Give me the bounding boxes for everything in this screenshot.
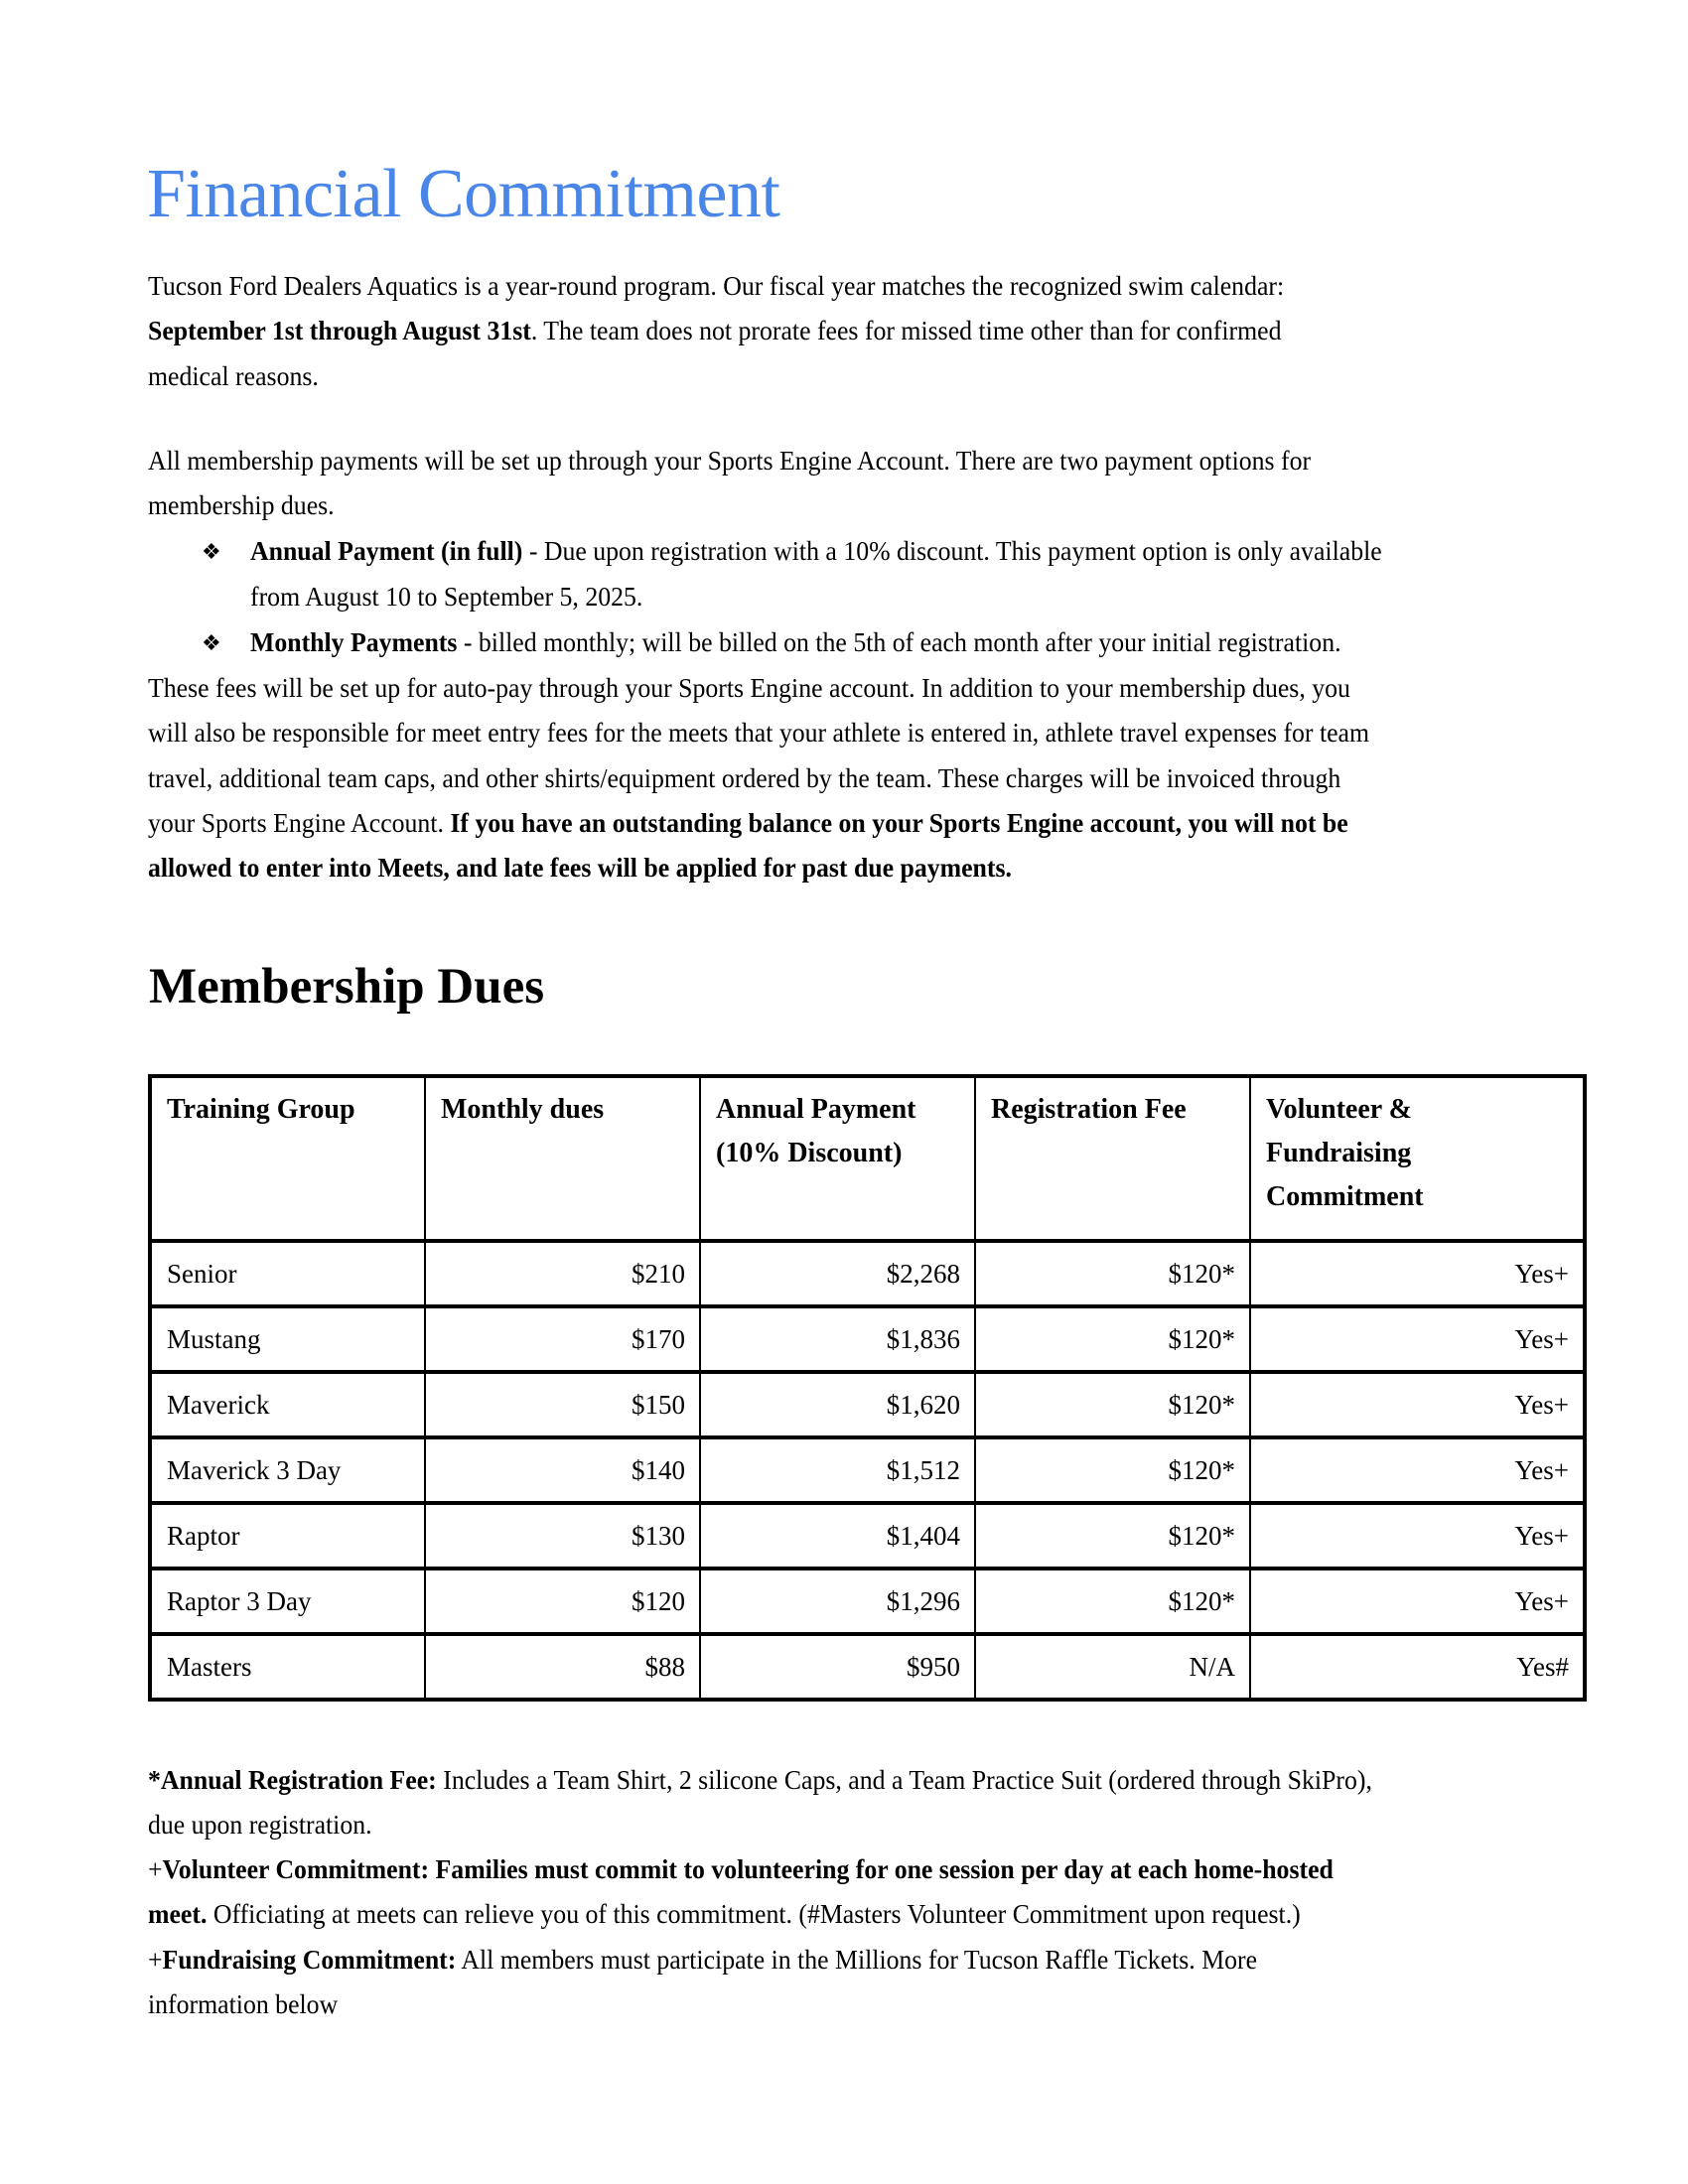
annual-option-text: - Due upon registration with a 10% discount. This payment option is only available [522,536,1382,566]
cell-training-group: Raptor [150,1503,425,1569]
payments-line-2 [148,483,335,528]
table-row [150,1634,1585,1700]
monthly-option-text: - billed monthly; will be billed on the 5th of each month after your initial registration. [457,627,1341,657]
cell-commitment: Yes+ [1250,1372,1585,1437]
cell-training-group: Maverick [150,1372,425,1437]
cell-commitment: Yes+ [1250,1241,1585,1306]
cell-annual-payment: $950 [700,1634,975,1700]
cell-registration-fee: N/A [975,1634,1250,1700]
header-volunteer-fundraising [1250,1076,1585,1241]
diamond-bullet-icon: ❖ [202,539,221,564]
header-line: Volunteer & [1266,1094,1412,1125]
cell-registration-fee: $120* [975,1437,1250,1503]
cell-commitment: Yes+ [1250,1437,1585,1503]
annual-option-label: Annual Payment (in full) [250,536,523,566]
table-row [150,1569,1585,1634]
payments-text: membership dues. [148,490,335,520]
footnote-marker: + [148,1945,163,1975]
page-title: Financial Commitment [147,156,780,232]
membership-dues-heading: Membership Dues [149,959,545,1015]
payments-text: All membership payments will be set up through your Sports Engine Account. There are two payment options for [148,446,1312,476]
table-row [150,1241,1585,1306]
cell-annual-payment: $1,296 [700,1569,975,1634]
cell-training-group: Masters [150,1634,425,1700]
cell-monthly-dues: $120 [425,1569,700,1634]
intro-text: Tucson Ford Dealers Aquatics is a year-round program. Our fiscal year matches the recognized swim calendar: [148,271,1285,301]
cell-monthly-dues: $170 [425,1306,700,1372]
payments-line-1 [148,439,1311,483]
cell-annual-payment: $1,512 [700,1437,975,1503]
header-training-group [150,1076,425,1241]
footnote-text: information below [148,1989,339,2019]
cell-registration-fee: $120* [975,1372,1250,1437]
intro-text: medical reasons. [148,361,319,391]
cell-training-group: Maverick 3 Day [150,1437,425,1503]
header-line: Commitment [1266,1181,1424,1212]
payments-after-line-2 [148,711,1369,755]
cell-monthly-dues: $210 [425,1241,700,1306]
header-line: Training Group [167,1094,355,1125]
footnote-label: *Annual Registration Fee: [148,1765,437,1795]
cell-commitment: Yes+ [1250,1569,1585,1634]
payments-text: These fees will be set up for auto-pay through your Sports Engine account. In addition to your membership dues, you [148,673,1350,703]
fiscal-year-dates: September 1st through August 31st [148,316,531,345]
cell-training-group: Senior [150,1241,425,1306]
membership-dues-table [148,1074,1587,1702]
header-line: Annual Payment [716,1094,916,1125]
table-row [150,1372,1585,1437]
cell-annual-payment: $1,404 [700,1503,975,1569]
balance-warning: allowed to enter into Meets, and late fees will be applied for past due payments. [148,853,1012,883]
header-line: Fundraising [1266,1138,1412,1168]
cell-monthly-dues: $140 [425,1437,700,1503]
cell-registration-fee: $120* [975,1241,1250,1306]
payments-text: will also be responsible for meet entry fees for the meets that your athlete is entered in, athlete travel expenses for team [148,718,1370,748]
cell-annual-payment: $1,836 [700,1306,975,1372]
payments-after-line-4 [148,801,1348,846]
cell-commitment: Yes# [1250,1634,1585,1700]
table-row [150,1503,1585,1569]
footnote-fundraising-line-1 [148,1938,1257,1982]
payments-after-line-1 [148,666,1350,711]
cell-commitment: Yes+ [1250,1306,1585,1372]
header-annual-payment [700,1076,975,1241]
table-row [150,1306,1585,1372]
footnote-marker: + [148,1854,163,1884]
header-monthly-dues [425,1076,700,1241]
footnote-fundraising-line-2 [148,1982,338,2027]
footnote-registration-line-2 [148,1803,372,1847]
cell-annual-payment: $1,620 [700,1372,975,1437]
table-header-row [150,1076,1585,1241]
footnote-text: Includes a Team Shirt, 2 silicone Caps, and a Team Practice Suit (ordered through SkiPro), [436,1765,1372,1795]
diamond-bullet-icon: ❖ [202,630,221,655]
cell-annual-payment: $2,268 [700,1241,975,1306]
footnote-label: Fundraising Commitment: [162,1945,457,1975]
payments-after-line-3 [148,756,1340,801]
footnote-volunteer-line-1 [148,1847,1334,1892]
header-line: (10% Discount) [716,1138,903,1168]
monthly-option-label: Monthly Payments [250,627,458,657]
footnote-volunteer-line-2 [148,1892,1301,1937]
monthly-option-line [250,620,1341,665]
cell-registration-fee: $120* [975,1306,1250,1372]
cell-monthly-dues: $150 [425,1372,700,1437]
payments-text: travel, additional team caps, and other shirts/equipment ordered by the team. These charges will be invoiced through [148,763,1341,793]
payments-text: your Sports Engine Account. [148,808,451,838]
cell-monthly-dues: $130 [425,1503,700,1569]
cell-registration-fee: $120* [975,1569,1250,1634]
cell-training-group: Raptor 3 Day [150,1569,425,1634]
footnote-text: Officiating at meets can relieve you of this commitment. (#Masters Volunteer Commitment upon request.) [207,1899,1301,1929]
footnote-label: Volunteer Commitment: Families must commit to volunteering for one session per day at each home-hosted [162,1854,1334,1884]
intro-line-2 [148,309,1282,353]
annual-option-dates: from August 10 to September 5, 2025. [250,582,643,612]
header-line: Monthly dues [441,1094,605,1125]
intro-line-1 [148,264,1284,309]
annual-option-line-1 [250,529,1382,574]
payments-after-line-5 [148,846,1012,890]
footnote-label: meet. [148,1899,208,1929]
header-line: Registration Fee [991,1094,1187,1125]
cell-registration-fee: $120* [975,1503,1250,1569]
footnote-text: All members must participate in the Millions for Tucson Raffle Tickets. More [456,1945,1258,1975]
intro-text: . The team does not prorate fees for missed time other than for confirmed [530,316,1282,345]
cell-commitment: Yes+ [1250,1503,1585,1569]
intro-line-3 [148,354,319,399]
cell-monthly-dues: $88 [425,1634,700,1700]
footnote-registration-line-1 [148,1758,1372,1803]
annual-option-line-2 [250,575,642,619]
footnote-text: due upon registration. [148,1810,372,1840]
balance-warning: If you have an outstanding balance on your Sports Engine account, you will not be [450,808,1348,838]
table-row [150,1437,1585,1503]
header-registration-fee [975,1076,1250,1241]
cell-training-group: Mustang [150,1306,425,1372]
